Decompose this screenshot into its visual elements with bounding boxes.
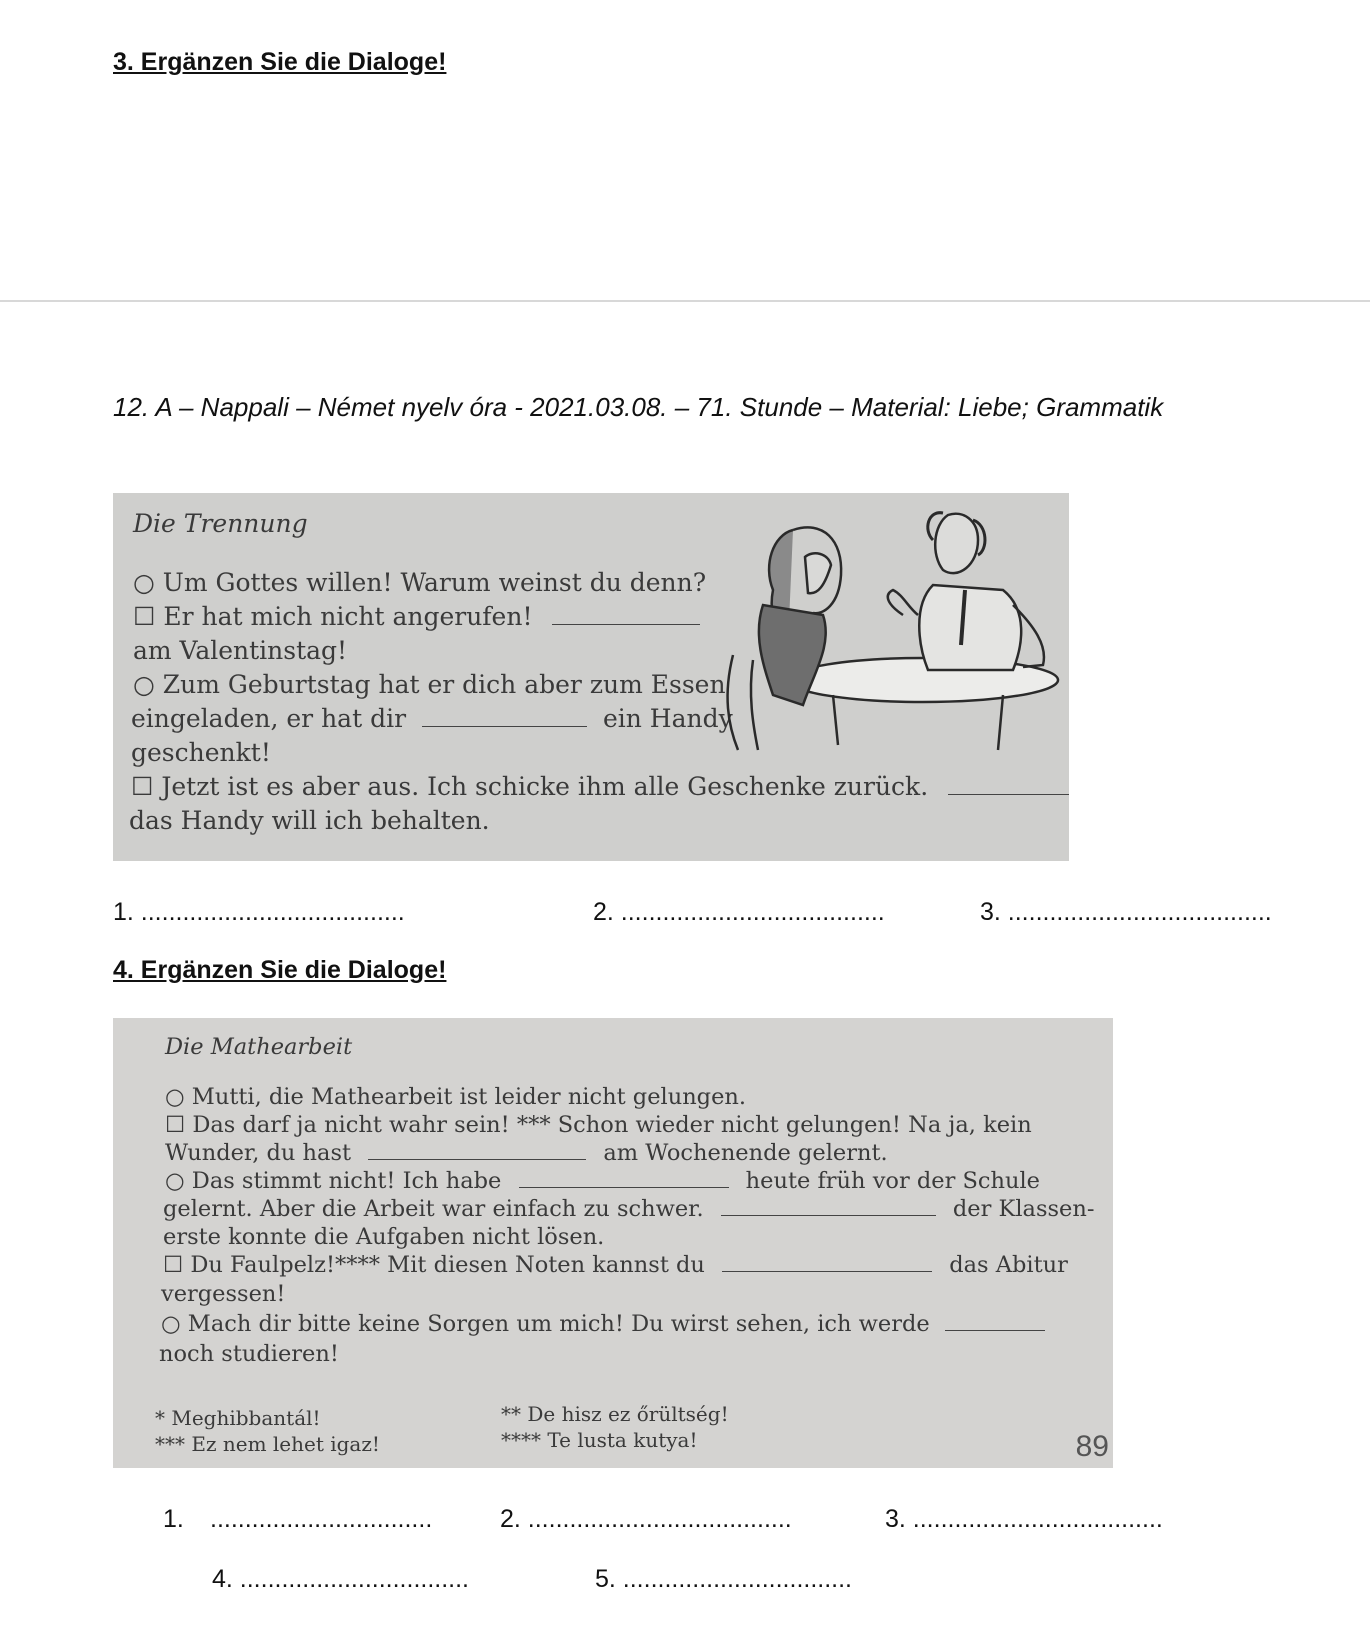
answer-1[interactable]: ................................ xyxy=(210,1505,433,1533)
dialogue-line: ○ Um Gottes willen! Warum weinst du denn? xyxy=(133,568,707,597)
dialogue-text: am Wochenende gelernt. xyxy=(603,1140,888,1166)
dialogue-line: geschenkt! xyxy=(131,738,271,767)
lesson-header: 12. A – Nappali – Német nyelv óra - 2021.03.08. – 71. Stunde – Material: Liebe; Grammatik xyxy=(113,392,1164,422)
gap-2 xyxy=(519,1187,729,1188)
answer-1-label: 1. xyxy=(163,1505,184,1533)
dialogue-text: ein Handy xyxy=(602,704,733,733)
footnote: *** Ez nem lehet igaz! xyxy=(155,1432,380,1456)
dialogue-text: ☐ Er hat mich nicht angerufen! xyxy=(133,602,533,631)
exercise-4-title: Die Mathearbeit xyxy=(165,1034,353,1060)
dialogue-line xyxy=(165,1140,888,1166)
footnote: * Meghibbantál! xyxy=(155,1406,321,1430)
gap-5 xyxy=(945,1330,1045,1331)
dialogue-text: heute früh vor der Schule xyxy=(745,1168,1040,1194)
answer-4[interactable]: 4. ................................. xyxy=(212,1565,470,1593)
footnote: ** De hisz ez őrültség! xyxy=(501,1402,729,1426)
exercise-4-image xyxy=(113,1018,1113,1468)
answer-2[interactable]: 2. ...................................... xyxy=(500,1505,792,1533)
dialogue-line xyxy=(131,704,733,733)
dialogue-line: erste konnte die Aufgaben nicht lösen. xyxy=(163,1224,605,1250)
dialogue-line: ○ Mutti, die Mathearbeit ist leider nicht gelungen. xyxy=(165,1084,747,1110)
dialogue-line xyxy=(131,772,1069,801)
dialogue-text: ○ Das stimmt nicht! Ich habe xyxy=(165,1168,502,1194)
dialogue-text: ☐ Du Faulpelz!**** Mit diesen Noten kannst du xyxy=(163,1252,705,1278)
dialogue-line xyxy=(133,602,700,631)
dialogue-line xyxy=(163,1252,1068,1278)
gap-1 xyxy=(552,624,700,625)
dialogue-line: das Handy will ich behalten. xyxy=(129,806,490,835)
exercise-3-title: Die Trennung xyxy=(133,509,308,538)
dialogue-text: eingeladen, er hat dir xyxy=(131,704,407,733)
answer-3[interactable]: 3. ...................................... xyxy=(980,898,1272,926)
dialogue-text: das Abitur xyxy=(949,1252,1068,1278)
exercise-3-image xyxy=(113,493,1069,861)
dialogue-line xyxy=(163,1196,1094,1222)
dialogue-line: vergessen! xyxy=(161,1281,286,1307)
dialogue-text: ☐ Jetzt ist es aber aus. Ich schicke ihm alle Geschenke zurück. xyxy=(131,772,929,801)
dialogue-text: Wunder, du hast xyxy=(165,1140,352,1166)
gap-3 xyxy=(948,794,1069,795)
footnote: **** Te lusta kutya! xyxy=(501,1428,698,1452)
dialogue-text: ○ Mach dir bitte keine Sorgen um mich! Du wirst sehen, ich werde xyxy=(161,1311,930,1337)
gap-2 xyxy=(422,726,587,727)
gap-3 xyxy=(721,1215,936,1216)
answer-3[interactable]: 3. .................................... xyxy=(885,1505,1163,1533)
dialogue-line xyxy=(161,1311,1045,1337)
top-heading: 3. Ergänzen Sie die Dialoge! xyxy=(113,48,447,76)
dialogue-text: der Klassen- xyxy=(952,1196,1095,1222)
page-number: 89 xyxy=(1075,1430,1109,1463)
two-women-at-table-illustration xyxy=(693,495,1065,755)
dialogue-line: am Valentinstag! xyxy=(133,636,348,665)
answer-2[interactable]: 2. ...................................... xyxy=(593,898,885,926)
page-break-divider xyxy=(0,300,1370,302)
gap-1 xyxy=(368,1159,586,1160)
dialogue-line: noch studieren! xyxy=(159,1341,339,1367)
dialogue-text: gelernt. Aber die Arbeit war einfach zu schwer. xyxy=(163,1196,704,1222)
dialogue-line xyxy=(165,1168,1040,1194)
gap-4 xyxy=(722,1271,932,1272)
dialogue-line: ☐ Das darf ja nicht wahr sein! *** Schon wieder nicht gelungen! Na ja, kein xyxy=(165,1112,1032,1138)
answer-5[interactable]: 5. ................................. xyxy=(595,1565,853,1593)
answer-1[interactable]: 1. ...................................... xyxy=(113,898,405,926)
dialogue-line: ○ Zum Geburtstag hat er dich aber zum Essen xyxy=(133,670,726,699)
section-4-heading: 4. Ergänzen Sie die Dialoge! xyxy=(113,956,447,984)
